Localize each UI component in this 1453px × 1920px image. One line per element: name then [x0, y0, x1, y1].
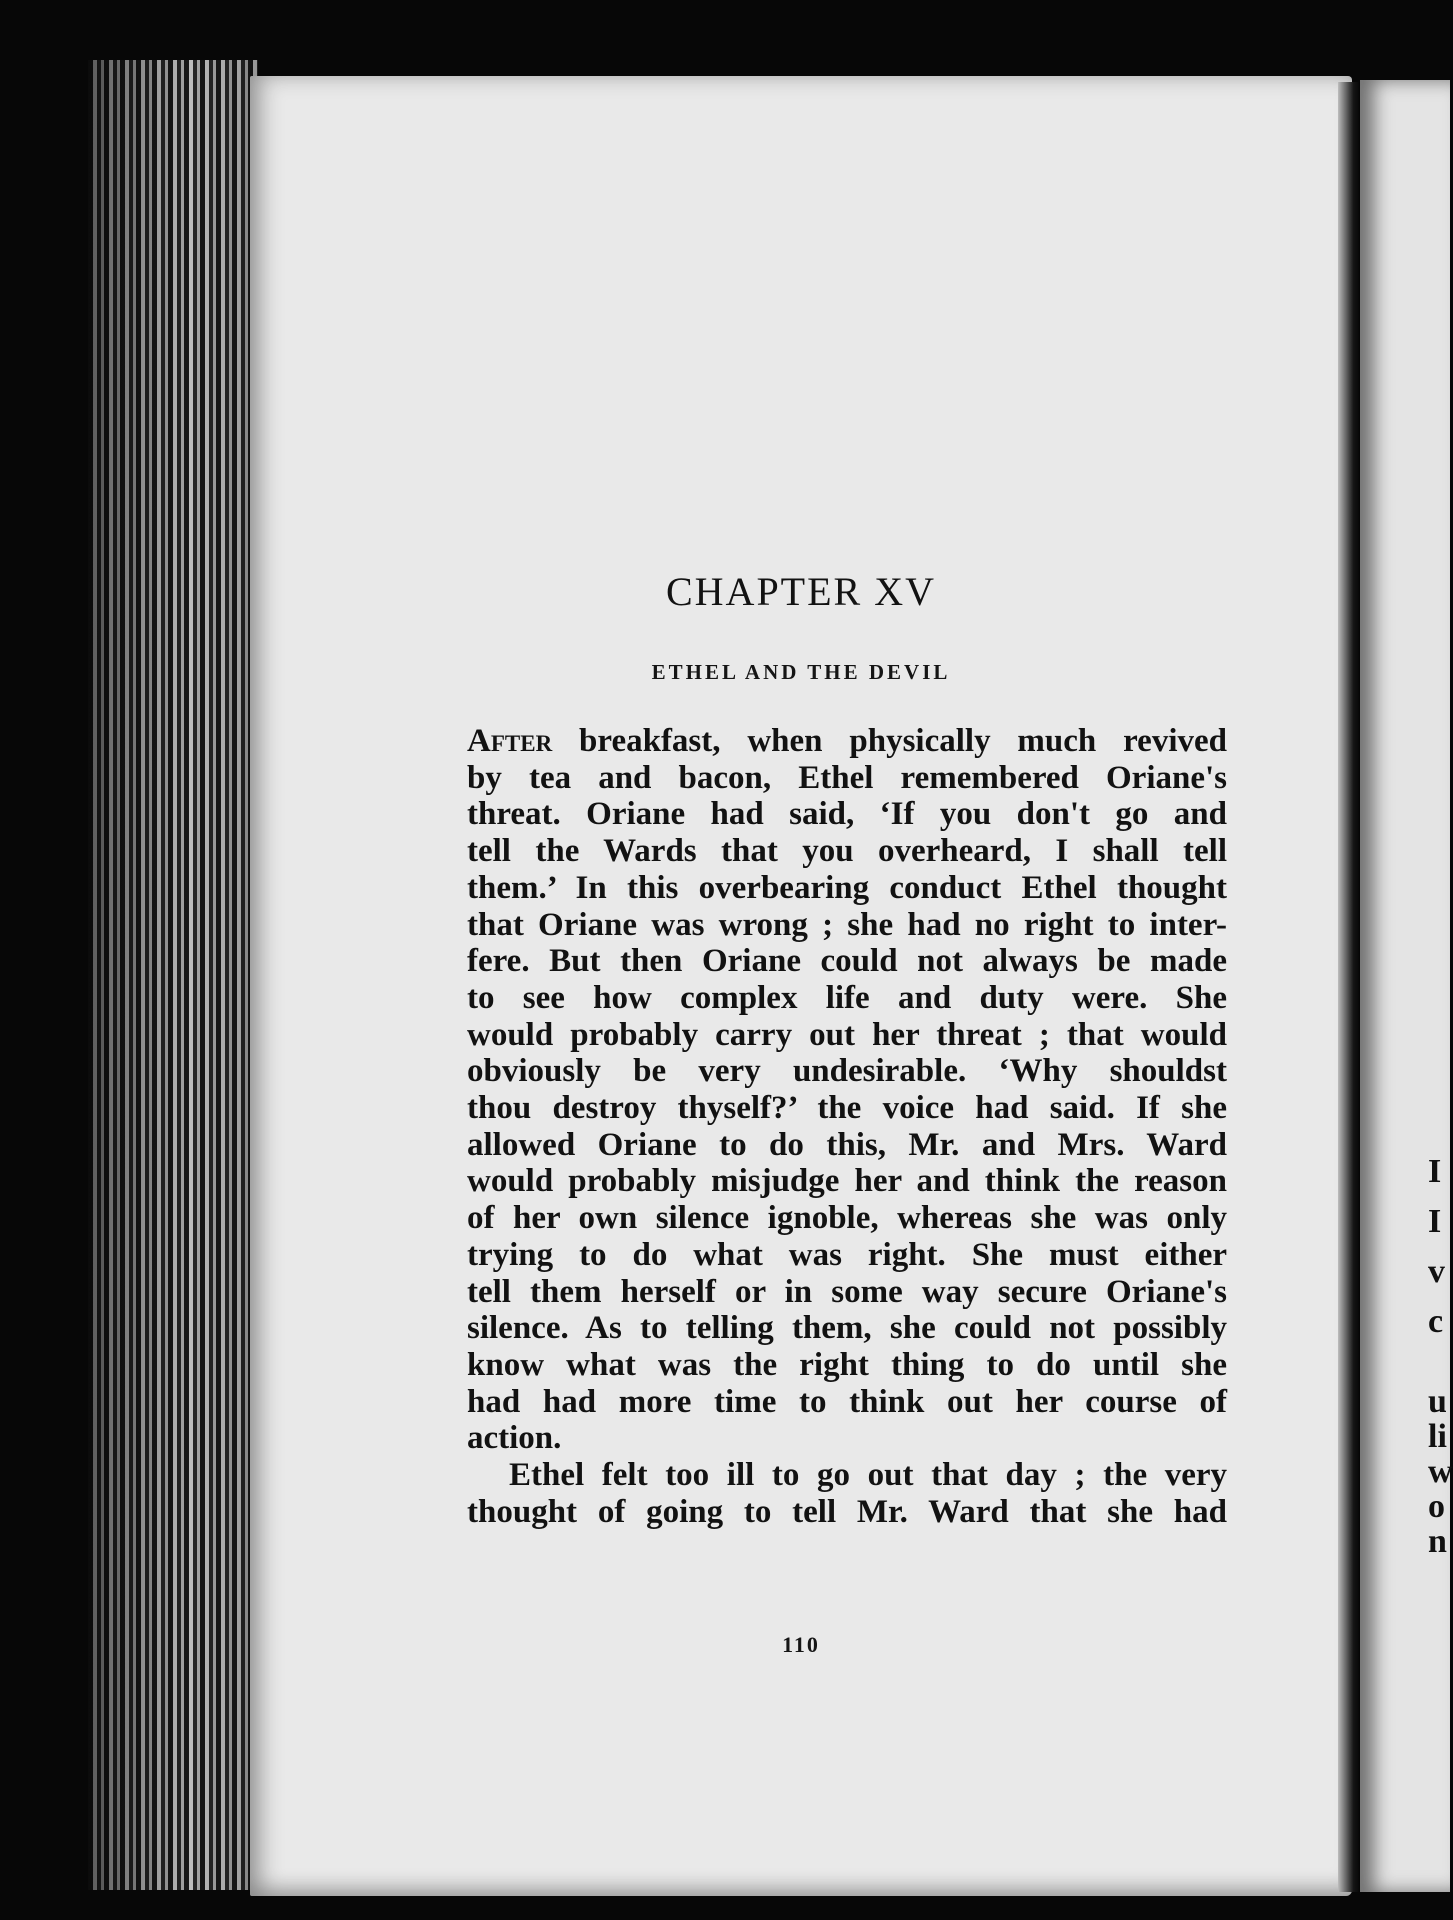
- text-line: action.: [467, 1420, 562, 1457]
- text-line: silence. As to telling them, she could not possibly: [467, 1310, 1227, 1347]
- facing-page-fragment: v: [1428, 1253, 1445, 1290]
- text-line: tell the Wards that you overheard, I shall tell: [467, 833, 1227, 870]
- text-line: would probably carry out her threat ; that would: [467, 1016, 1227, 1053]
- text-line: Ethel felt too ill to go out that day ; the very: [509, 1457, 1227, 1494]
- page-number: 110: [782, 1632, 820, 1657]
- text-line: that Oriane was wrong ; she had no right to inter-: [467, 906, 1227, 943]
- chapter-subtitle: ETHEL AND THE DEVIL: [651, 660, 951, 684]
- right-facing-page: [1360, 80, 1450, 1892]
- text-line: would probably misjudge her and think the reason: [467, 1163, 1227, 1200]
- page-edges-shadow: [88, 60, 258, 1890]
- facing-page-fragment: o: [1428, 1488, 1445, 1525]
- text-line: allowed Oriane to do this, Mr. and Mrs. Ward: [467, 1126, 1227, 1163]
- text-line: thou destroy thyself?’ the voice had said. If she: [467, 1090, 1227, 1127]
- text-line: threat. Oriane had said, ‘If you don't go and: [467, 796, 1227, 833]
- facing-page-fragment: li: [1428, 1418, 1447, 1455]
- text-line: know what was the right thing to do until she: [467, 1346, 1227, 1383]
- text-line: fere. But then Oriane could not always be made: [467, 943, 1227, 980]
- text-line: to see how complex life and duty were. She: [467, 979, 1227, 1016]
- lead-word: After: [467, 723, 553, 759]
- book-gutter: [1338, 82, 1360, 1892]
- facing-page-fragment: c: [1428, 1303, 1444, 1340]
- text-line: tell them herself or in some way secure Oriane's: [467, 1273, 1227, 1310]
- text-line: of her own silence ignoble, whereas she was only: [467, 1200, 1227, 1237]
- chapter-title: CHAPTER XV: [665, 569, 937, 614]
- facing-page-fragment: I: [1428, 1153, 1442, 1190]
- text-line: thought of going to tell Mr. Ward that she had: [467, 1493, 1227, 1530]
- facing-page-fragment: n: [1428, 1523, 1447, 1560]
- text-line: them.’ In this overbearing conduct Ethel thought: [467, 869, 1227, 906]
- facing-page-fragment: w: [1428, 1453, 1453, 1490]
- text-line: had had more time to think out her course of: [467, 1383, 1227, 1420]
- text-line: by tea and bacon, Ethel remembered Oriane's: [467, 759, 1227, 796]
- text-line: trying to do what was right. She must either: [467, 1236, 1227, 1273]
- facing-page-fragment: I: [1428, 1203, 1442, 1240]
- chapter-body-text: [467, 723, 1227, 1530]
- text-line: obviously be very undesirable. ‘Why shouldst: [467, 1053, 1227, 1090]
- text-line: After breakfast, when physically much revived: [467, 723, 1227, 759]
- facing-page-fragment: u: [1428, 1383, 1447, 1420]
